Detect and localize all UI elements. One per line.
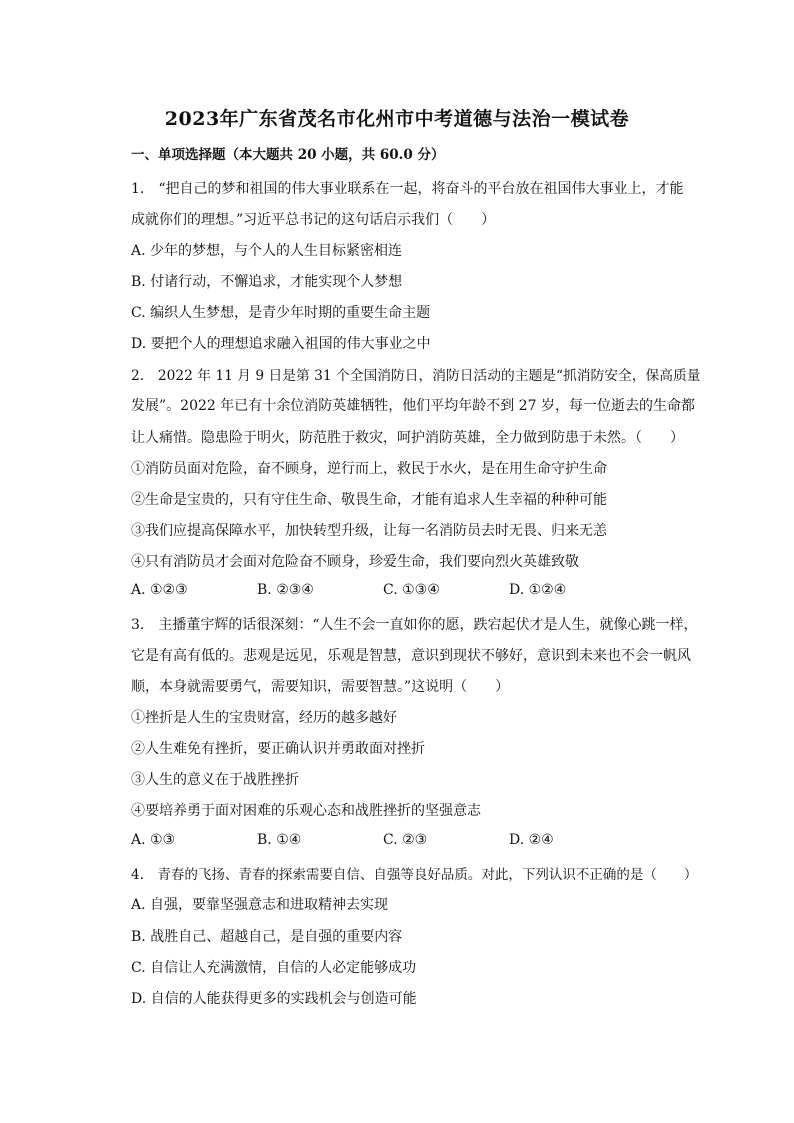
q4-option-d: D. 自信的人能获得更多的实践机会与创造可能 — [131, 991, 417, 1007]
q2-option-b: B. ②③④ — [257, 582, 314, 598]
q2-stem-line-3: 让人痛惜。隐患险于明火，防范胜于救灾，呵护消防英雄，全力做到防患于未然。（ ） — [131, 430, 684, 446]
q2-statement-4: ④只有消防员才会面对危险奋不顾身，珍爱生命，我们要向烈火英雄致敬 — [131, 554, 579, 570]
q3-stem-line-2: 它是有高有低的。悲观是远见，乐观是智慧，意识到现状不够好，意识到未来也不会一帆风 — [131, 648, 691, 664]
q1-stem-line-2: 成就你们的理想。”习近平总书记的这句话启示我们（ ） — [131, 212, 496, 228]
q1-stem-line-1: 1. “把自己的梦和祖国的伟大事业联系在一起，将奋斗的平台放在祖国伟大事业上，才能 — [131, 181, 684, 197]
q1-option-c: C. 编织人生梦想，是青少年时期的重要生命主题 — [131, 305, 431, 321]
q4-stem-line-1: 4. 青春的飞扬、青春的探索需要自信、自强等良好品质。对此，下列认识不正确的是（ ） — [131, 867, 698, 883]
q2-option-c: C. ①③④ — [383, 582, 440, 598]
q2-option-d: D. ①②④ — [509, 582, 567, 598]
q3-statement-1: ①挫折是人生的宝贵财富，经历的越多越好 — [131, 710, 397, 726]
q3-option-a: A. ①③ — [131, 832, 176, 848]
q3-statement-2: ②人生难免有挫折，要正确认识并勇敢面对挫折 — [131, 741, 425, 757]
q2-stem-line-1: 2. 2022 年 11 月 9 日是第 31 个全国消防日，消防日活动的主题是“抓消防安全，保高质量 — [131, 368, 701, 384]
q1-option-b: B. 付诸行动，不懈追求，才能实现个人梦想 — [131, 274, 403, 290]
q2-statement-2: ②生命是宝贵的，只有守住生命、敬畏生命，才能有追求人生幸福的种种可能 — [131, 492, 607, 508]
q3-option-c: C. ②③ — [383, 832, 428, 848]
q3-statement-4: ④要培养勇于面对困难的乐观心态和战胜挫折的坚强意志 — [131, 803, 481, 819]
q4-option-a: A. 自强，要靠坚强意志和进取精神去实现 — [131, 897, 389, 913]
q1-option-a: A. 少年的梦想，与个人的人生目标紧密相连 — [131, 243, 403, 259]
q3-stem-line-3: 顺，本身就需要勇气，需要知识，需要智慧。”这说明（ ） — [131, 679, 510, 695]
q2-statement-1: ①消防员面对危险，奋不顾身，逆行而上，救民于水火，是在用生命守护生命 — [131, 461, 607, 477]
section-heading: 一、单项选择题（本大题共 20 小题，共 60.0 分） — [131, 147, 445, 163]
q3-stem-line-1: 3. 主播董宇辉的话很深刻：“人生不会一直如你的愿，跌宕起伏才是人生，就像心跳一样， — [131, 617, 698, 633]
q1-option-d: D. 要把个人的理想追求融入祖国的伟大事业之中 — [131, 336, 431, 352]
q3-statement-3: ③人生的意义在于战胜挫折 — [131, 772, 299, 788]
q4-option-c: C. 自信让人充满激情，自信的人必定能够成功 — [131, 960, 417, 976]
q2-statement-3: ③我们应提高保障水平，加快转型升级，让每一名消防员去时无畏、归来无恙 — [131, 523, 607, 539]
q4-option-b: B. 战胜自己、超越自己，是自强的重要内容 — [131, 929, 403, 945]
exam-title: 2023年广东省茂名市化州市中考道德与法治一模试卷 — [164, 108, 630, 130]
q3-option-b: B. ①④ — [257, 832, 302, 848]
q3-option-d: D. ②④ — [509, 832, 554, 848]
q2-stem-line-2: 发展”。2022 年已有十余位消防英雄牺牲，他们平均年龄不到 27 岁，每一位逝去的生命都 — [131, 398, 695, 414]
q2-option-a: A. ①②③ — [131, 582, 188, 598]
